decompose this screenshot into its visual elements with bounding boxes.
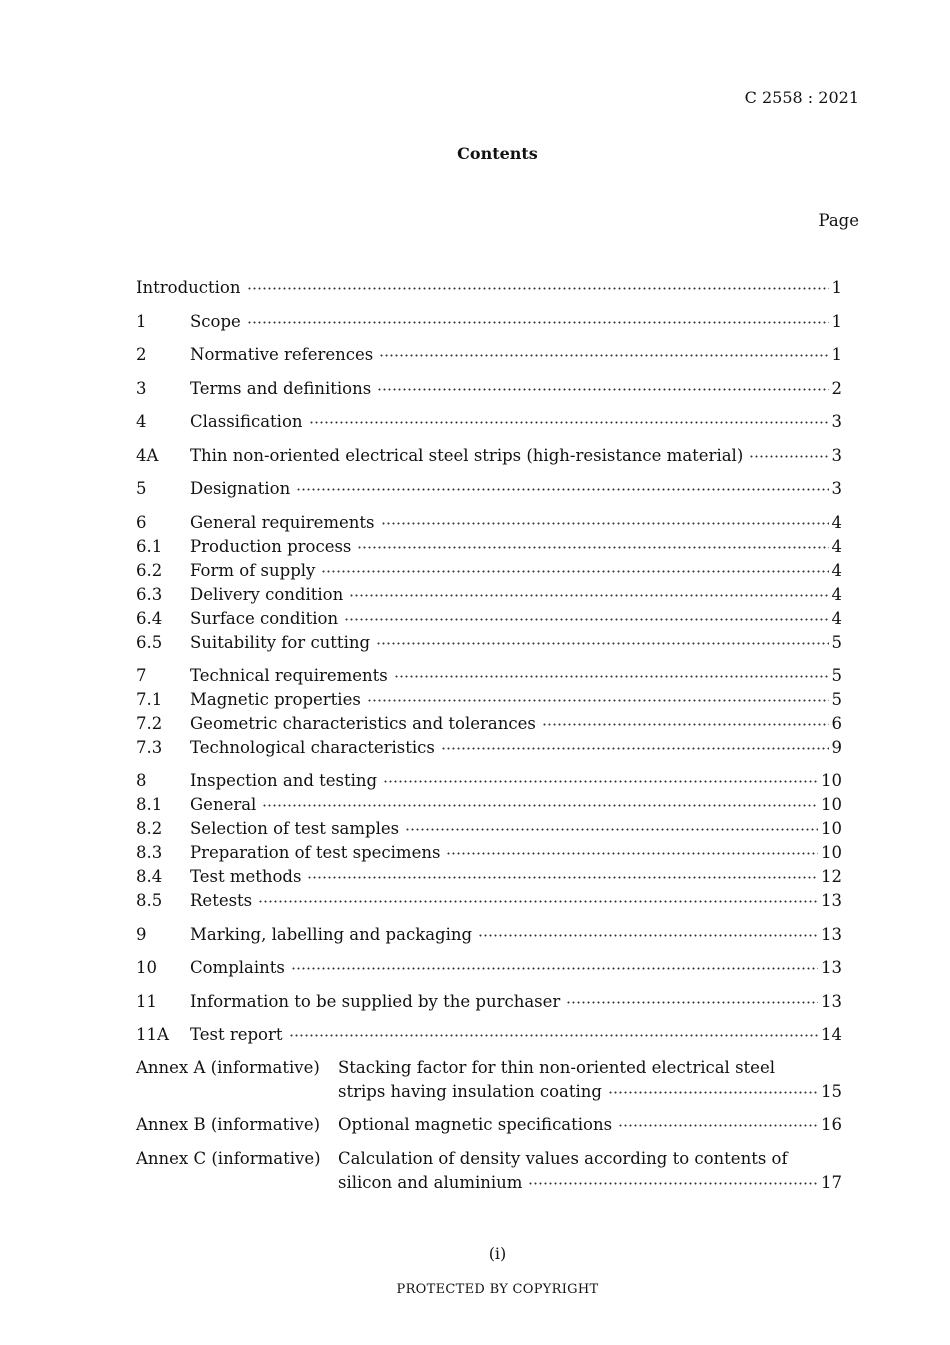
toc-entry[interactable] bbox=[136, 536, 842, 558]
toc-entry-title: Production process bbox=[190, 537, 352, 556]
footer-page-number: (i) bbox=[488, 1244, 507, 1263]
toc-entry-number: 7.3 bbox=[136, 738, 163, 757]
toc-entry-page: 2 bbox=[831, 379, 842, 398]
toc-entry-title: Preparation of test specimens bbox=[190, 843, 441, 862]
toc-entry-title: Magnetic properties bbox=[190, 690, 361, 709]
toc-entry-title: Technological characteristics bbox=[190, 738, 435, 757]
toc-entry[interactable] bbox=[136, 957, 842, 979]
toc-entry-title: Suitability for cutting bbox=[190, 633, 371, 652]
toc-entry-page: 1 bbox=[831, 278, 842, 297]
toc-entry[interactable] bbox=[136, 713, 842, 735]
toc-entry-number: 1 bbox=[136, 312, 147, 331]
toc-entry-number: 3 bbox=[136, 379, 147, 398]
toc-entry[interactable] bbox=[136, 665, 842, 687]
toc-entry-number: 6.2 bbox=[136, 561, 163, 580]
toc-entry-page: 4 bbox=[831, 537, 842, 556]
toc-entry-page: 4 bbox=[831, 609, 842, 628]
toc-entry[interactable] bbox=[136, 411, 842, 433]
annex-title-row bbox=[338, 1172, 842, 1194]
toc-entry-number: 8.3 bbox=[136, 843, 163, 862]
dot-leader bbox=[618, 1121, 818, 1129]
dot-leader bbox=[291, 964, 818, 972]
page-title: Contents bbox=[457, 144, 538, 163]
dot-leader bbox=[446, 849, 818, 857]
toc-entry-title: Complaints bbox=[190, 958, 285, 977]
toc-entry-number: 2 bbox=[136, 345, 147, 364]
toc-entry[interactable] bbox=[136, 632, 842, 654]
toc-entry-page: 3 bbox=[831, 479, 842, 498]
toc-entry-page: 13 bbox=[821, 992, 842, 1011]
dot-leader bbox=[542, 720, 829, 728]
toc-entry[interactable] bbox=[136, 770, 842, 792]
dot-leader bbox=[608, 1088, 818, 1096]
dot-leader bbox=[321, 567, 828, 575]
dot-leader bbox=[379, 351, 828, 359]
toc-entry-title: Test methods bbox=[190, 867, 302, 886]
dot-leader bbox=[478, 931, 818, 939]
toc-entry-page: 13 bbox=[821, 891, 842, 910]
annex-page: 16 bbox=[821, 1115, 842, 1134]
toc-entry-number: 8.2 bbox=[136, 819, 163, 838]
toc-entry-number: 8.5 bbox=[136, 891, 163, 910]
dot-leader bbox=[357, 543, 828, 551]
toc-entry-title: Test report bbox=[190, 1025, 283, 1044]
annex-label: Annex C (informative) bbox=[136, 1149, 321, 1168]
toc-entry[interactable] bbox=[136, 608, 842, 630]
toc-entry-title: Introduction bbox=[136, 278, 241, 297]
toc-entry-page: 4 bbox=[831, 513, 842, 532]
annex-title-line: Stacking factor for thin non-oriented electrical steel bbox=[338, 1058, 775, 1077]
toc-entry-title: Technical requirements bbox=[190, 666, 388, 685]
toc-entry-page: 12 bbox=[821, 867, 842, 886]
toc-entry-page: 10 bbox=[821, 819, 842, 838]
dot-leader bbox=[309, 418, 829, 426]
toc-entry-title: Marking, labelling and packaging bbox=[190, 925, 473, 944]
dot-leader bbox=[258, 897, 818, 905]
dot-leader bbox=[376, 639, 828, 647]
toc-entry-title: Surface condition bbox=[190, 609, 339, 628]
dot-leader bbox=[296, 485, 828, 493]
toc-entry[interactable] bbox=[136, 445, 842, 467]
toc-entry-title: Selection of test samples bbox=[190, 819, 400, 838]
annex-title-text: Optional magnetic specifications bbox=[338, 1115, 613, 1134]
toc-entry-page: 14 bbox=[821, 1025, 842, 1044]
annex-title-line: Calculation of density values according to contents of bbox=[338, 1149, 788, 1168]
toc-entry-page: 13 bbox=[821, 925, 842, 944]
toc-entry-page: 10 bbox=[821, 771, 842, 790]
toc-entry-number: 5 bbox=[136, 479, 147, 498]
annex-label: Annex B (informative) bbox=[136, 1115, 321, 1134]
annex-page: 17 bbox=[821, 1173, 842, 1192]
toc-entry-page: 10 bbox=[821, 795, 842, 814]
toc-entry[interactable] bbox=[136, 478, 842, 500]
toc-entry-number: 7.1 bbox=[136, 690, 163, 709]
toc-entry-number: 8.4 bbox=[136, 867, 163, 886]
annex-label: Annex A (informative) bbox=[136, 1058, 320, 1077]
document-code: C 2558 : 2021 bbox=[744, 88, 859, 107]
dot-leader bbox=[566, 998, 818, 1006]
toc-entry-page: 9 bbox=[831, 738, 842, 757]
dot-leader bbox=[377, 385, 828, 393]
toc-entry-page: 3 bbox=[831, 412, 842, 431]
toc-entry[interactable] bbox=[136, 737, 842, 759]
toc-entry-page: 6 bbox=[831, 714, 842, 733]
toc-entry-page: 1 bbox=[831, 345, 842, 364]
dot-leader bbox=[247, 284, 829, 292]
toc-entry-title: Scope bbox=[190, 312, 241, 331]
toc-entry-number: 11A bbox=[136, 1025, 169, 1044]
toc-entry[interactable] bbox=[136, 1024, 842, 1046]
toc-entry-title: Geometric characteristics and tolerances bbox=[190, 714, 536, 733]
toc-entry-number: 6.3 bbox=[136, 585, 163, 604]
toc-entry-number: 10 bbox=[136, 958, 157, 977]
dot-leader bbox=[394, 672, 829, 680]
toc-entry-number: 6.5 bbox=[136, 633, 163, 652]
toc-entry-number: 11 bbox=[136, 992, 157, 1011]
toc-entry[interactable] bbox=[136, 311, 842, 333]
dot-leader bbox=[344, 615, 828, 623]
copyright-notice: PROTECTED BY COPYRIGHT bbox=[396, 1282, 599, 1297]
annex-title-text: silicon and aluminium bbox=[338, 1173, 523, 1192]
toc-entry-page: 1 bbox=[831, 312, 842, 331]
dot-leader bbox=[528, 1179, 818, 1187]
annex-page: 15 bbox=[821, 1082, 842, 1101]
dot-leader bbox=[289, 1031, 819, 1039]
toc-entry-page: 4 bbox=[831, 561, 842, 580]
toc-entry-number: 6 bbox=[136, 513, 147, 532]
toc-entry-page: 10 bbox=[821, 843, 842, 862]
dot-leader bbox=[383, 777, 818, 785]
page-column-label: Page bbox=[818, 211, 859, 230]
dot-leader bbox=[405, 825, 818, 833]
toc-entry-page: 13 bbox=[821, 958, 842, 977]
toc-entry-page: 4 bbox=[831, 585, 842, 604]
toc-entry-number: 9 bbox=[136, 925, 147, 944]
toc-entry-number: 7.2 bbox=[136, 714, 163, 733]
annex-title-row bbox=[338, 1114, 842, 1136]
annex-title-text: strips having insulation coating bbox=[338, 1082, 602, 1101]
toc-entry[interactable] bbox=[136, 512, 842, 534]
toc-entry-title: Designation bbox=[190, 479, 291, 498]
toc-entry[interactable] bbox=[136, 584, 842, 606]
dot-leader bbox=[381, 519, 829, 527]
toc-entry-title: Terms and definitions bbox=[190, 379, 372, 398]
toc-entry-title: Form of supply bbox=[190, 561, 316, 580]
toc-entry[interactable] bbox=[136, 277, 842, 299]
toc-entry[interactable] bbox=[136, 866, 842, 888]
toc-entry-title: General bbox=[190, 795, 257, 814]
dot-leader bbox=[307, 873, 818, 881]
toc-entry[interactable] bbox=[136, 560, 842, 582]
toc-entry-number: 8.1 bbox=[136, 795, 163, 814]
toc-entry-number: 4 bbox=[136, 412, 147, 431]
toc-entry[interactable] bbox=[136, 344, 842, 366]
toc-entry-number: 6.4 bbox=[136, 609, 163, 628]
toc-entry[interactable] bbox=[136, 890, 842, 912]
dot-leader bbox=[749, 452, 828, 460]
toc-entry-title: Retests bbox=[190, 891, 253, 910]
toc-entry[interactable] bbox=[136, 818, 842, 840]
toc-entry-title: Normative references bbox=[190, 345, 374, 364]
toc-entry-title: General requirements bbox=[190, 513, 375, 532]
dot-leader bbox=[349, 591, 828, 599]
toc-entry-number: 8 bbox=[136, 771, 147, 790]
toc-entry[interactable] bbox=[136, 794, 842, 816]
toc-entry[interactable] bbox=[136, 991, 842, 1013]
toc-entry-title: Information to be supplied by the purchaser bbox=[190, 992, 561, 1011]
toc-entry[interactable] bbox=[136, 924, 842, 946]
toc-entry-title: Inspection and testing bbox=[190, 771, 378, 790]
annex-title-row bbox=[338, 1081, 842, 1103]
toc-entry-number: 4A bbox=[136, 446, 159, 465]
toc-entry-title: Thin non-oriented electrical steel strips (high-resistance material) bbox=[190, 446, 744, 465]
dot-leader bbox=[262, 801, 818, 809]
dot-leader bbox=[441, 744, 829, 752]
toc-entry-title: Classification bbox=[190, 412, 303, 431]
toc-entry-page: 5 bbox=[831, 666, 842, 685]
toc-entry[interactable] bbox=[136, 378, 842, 400]
toc-entry-title: Delivery condition bbox=[190, 585, 344, 604]
toc-entry[interactable] bbox=[136, 689, 842, 711]
dot-leader bbox=[367, 696, 829, 704]
toc-entry-page: 5 bbox=[831, 633, 842, 652]
toc-entry-page: 3 bbox=[831, 446, 842, 465]
toc-entry[interactable] bbox=[136, 842, 842, 864]
toc-entry-page: 5 bbox=[831, 690, 842, 709]
dot-leader bbox=[247, 318, 829, 326]
toc-entry-number: 6.1 bbox=[136, 537, 163, 556]
toc-entry-number: 7 bbox=[136, 666, 147, 685]
